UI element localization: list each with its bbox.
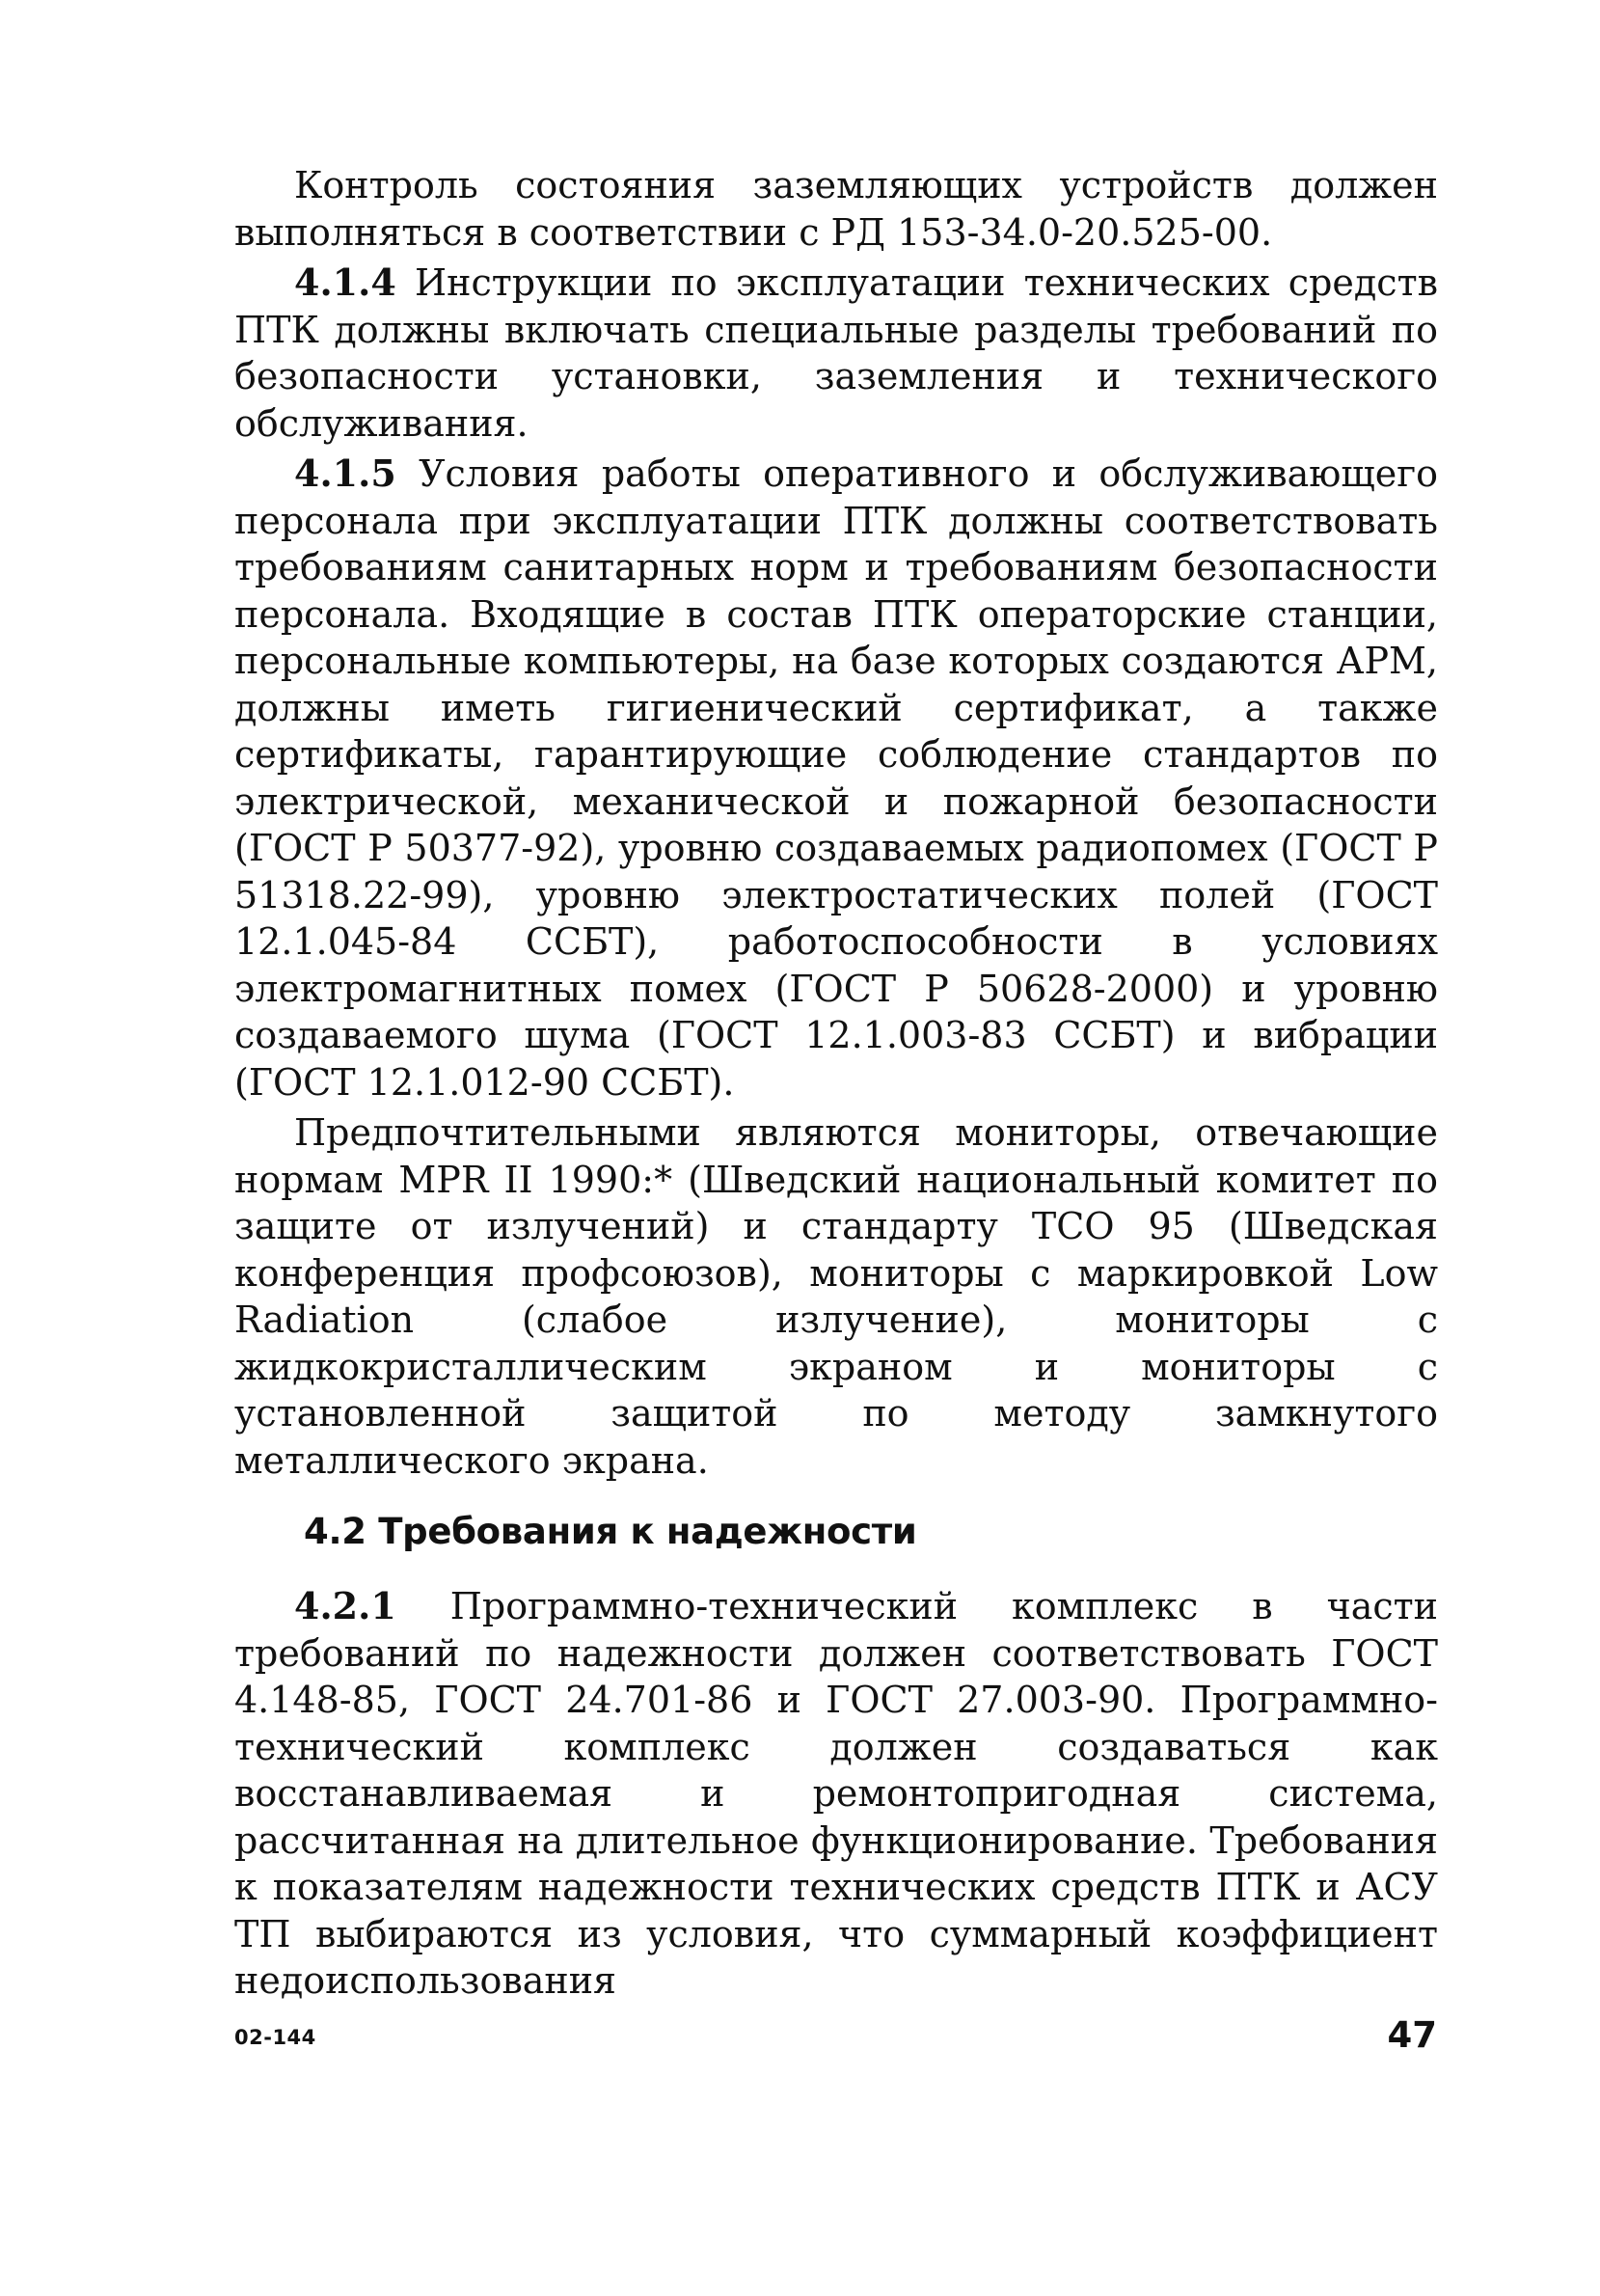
section-heading-4-2: 4.2 Требования к надежности (304, 1511, 917, 1552)
section-number-4-2-1: 4.2.1 (294, 1584, 396, 1627)
paragraph-4-2-1 (234, 1583, 1438, 2005)
section-number-4-1-4: 4.1.4 (294, 260, 396, 304)
monitors-paragraph-text: Предпочтительными являются мониторы, отвечающие нормам MPR II 1990:* (Шведский национальный комитет по защите от излучений) и стандарту ТСО 95 (Шведская конференция профсоюзов), мониторы с маркировкой Low Radiation (слабое излучение), мониторы с жидкокристаллическим экраном и мониторы с установленной защитой по методу замкнутого металлического экрана. (234, 1111, 1438, 1482)
footer-code: 02-144 (234, 2026, 316, 2049)
paragraph-4-1-4-text: Инструкции по эксплуатации технических средств ПТК должны включать специальные разделы требований по безопасности установки, заземления и технического обслуживания. (234, 261, 1438, 445)
intro-paragraph-text: Контроль состояния заземляющих устройств должен выполняться в соответствии с РД 153-34.0-20.525-00. (234, 164, 1438, 254)
paragraph-4-1-4 (234, 260, 1438, 447)
paragraph-4-1-5 (234, 451, 1438, 1106)
paragraph-4-2-1-text: Программно-технический комплекс в части требований по надежности должен соответствовать ГОСТ 4.148-85, ГОСТ 24.701-86 и ГОСТ 27.003-90. Программно-технический комплекс должен создаваться как восстанавливаемая и ремонтопригодная система, рассчитанная на длительное функционирование. Требования к показателям надежности технических средств ПТК и АСУ ТП выбираются из условия, что суммарный коэффициент недоиспользования (234, 1585, 1438, 2002)
main-text-block (234, 162, 1438, 1484)
paragraph-4-1-5-text: Условия работы оперативного и обслуживающего персонала при эксплуатации ПТК должны соответствовать требованиям санитарных норм и требованиям безопасности персонала. Входящие в состав ПТК операторские станции, персональные компьютеры, на базе которых создаются АРМ, должны иметь гигиенический сертификат, а также сертификаты, гарантирующие соблюдение стандартов по электрической, механической и пожарной безопасности (ГОСТ Р 50377-92), уровню создаваемых радиопомех (ГОСТ Р 51318.22-99), уровню электростатических полей (ГОСТ 12.1.045-84 ССБТ), работоспособности в условиях электромагнитных помех (ГОСТ Р 50628-2000) и уровню создаваемого шума (ГОСТ 12.1.003-83 ССБТ) и вибрации (ГОСТ 12.1.012-90 ССБТ). (234, 452, 1438, 1104)
monitors-paragraph (234, 1109, 1438, 1484)
section-number-4-1-5: 4.1.5 (294, 451, 396, 495)
section-4-2-text-block (234, 1583, 1438, 2005)
intro-paragraph (234, 162, 1438, 256)
page-number: 47 (1387, 2014, 1437, 2056)
